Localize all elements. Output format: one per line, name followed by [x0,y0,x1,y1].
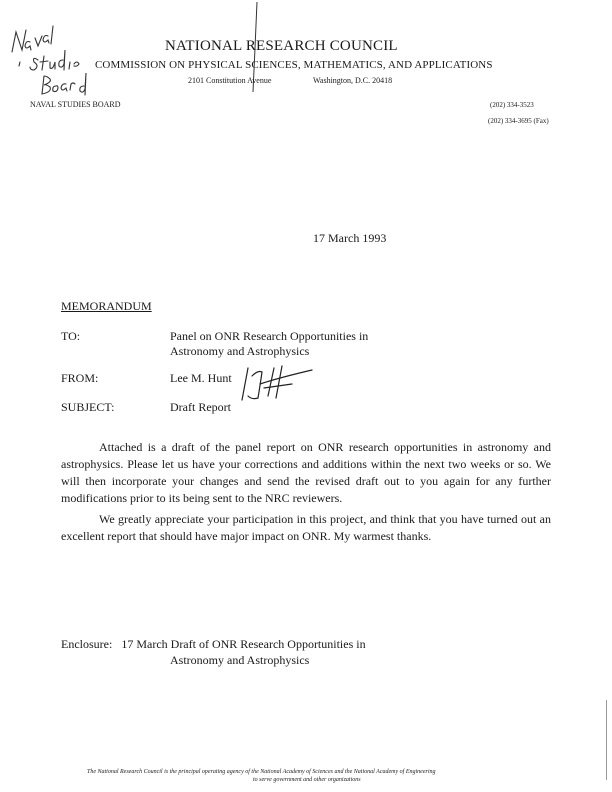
city-address: Washington, D.C. 20418 [313,76,393,85]
scan-edge-mark [606,700,607,780]
signature [238,362,318,408]
handwritten-note [8,22,98,102]
enclosure-title: 17 March Draft of ONR Research Opportunities in [121,637,366,651]
to-line-1: Panel on ONR Research Opportunities in [170,329,369,343]
from-label: FROM: [61,371,99,385]
street-address: 2101 Constitution Avenue [188,76,272,85]
commission-name: COMMISSION ON PHYSICAL SCIENCES, MATHEMATICS, AND APPLICATIONS [95,59,493,71]
body-paragraph-2: We greatly appreciate your participation in this project, and think that you have turned out an excellent report that should have major impact on ONR. My warmest thanks. [61,512,551,543]
phone-number: (202) 334-3523 [490,101,534,109]
footer-line-2: to serve government and other organizations [253,777,361,783]
enclosure-line-2: Astronomy and Astrophysics [170,653,310,667]
from-value: Lee M. Hunt [170,371,232,385]
subject-value: Draft Report [170,400,231,414]
organization-name: NATIONAL RESEARCH COUNCIL [165,38,398,54]
enclosure-line-1 [61,637,366,652]
fax-number: (202) 334-3695 (Fax) [488,117,549,125]
body-paragraph-1: Attached is a draft of the panel report on ONR research opportunities in astronomy and astrophysics. Please let us have your corrections and additions within the next two weeks or so. We will then incorporate your changes and send the revised draft out to you again for any further modifications prior to its being sent to the NRC reviewers. [61,440,551,505]
to-label: TO: [61,329,81,343]
memo-date: 17 March 1993 [313,231,387,245]
to-line-2: Astronomy and Astrophysics [170,344,310,358]
memo-heading: MEMORANDUM [61,299,152,313]
footer-line-1: The National Research Council is the principal operating agency of the National Academy of Sciences and the National Academy of Engineering [87,769,436,775]
board-name: NAVAL STUDIES BOARD [30,100,121,109]
subject-label: SUBJECT: [61,400,115,414]
enclosure-label: Enclosure: [61,637,113,651]
